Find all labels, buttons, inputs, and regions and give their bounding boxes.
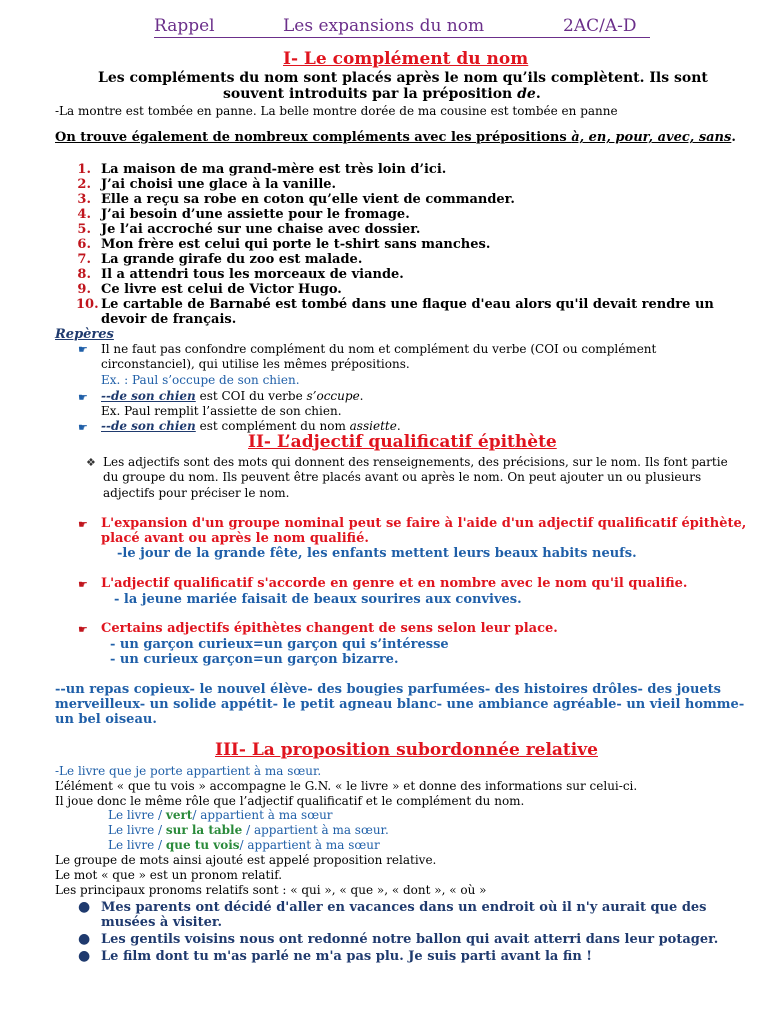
reperes-example1: Ex. : Paul s’occupe de son chien. [101,373,300,387]
s3-bullet3: Le film dont tu m'as parlé ne m'a pas plu. Je suis parti avant la fin ! [101,949,592,964]
s2-bullet3-example1: - un garçon curieux=un garçon qui s’intéresse [110,637,449,652]
list-item: Le cartable de Barnabé est tombé dans une flaque d'eau alors qu'il devait rendre un [101,297,714,312]
section3-title: III- La proposition subordonnée relative [215,740,598,760]
list-number: 6. [77,237,91,252]
section2-title: II- L’adjectif qualificatif épithète [248,432,557,452]
hand-pointer-icon: ☛ [78,518,88,531]
s3-line5: Le mot « que » est un pronom relatif. [55,868,283,882]
reperes-cdn: --de son chien est complément du nom assiette. [101,419,401,433]
s1-intro-line2: souvent introduits par la préposition de. [223,86,541,102]
s2-bullet1-line1: L'expansion d'un groupe nominal peut se faire à l'aide d'un adjectif qualificatif épithète, [101,516,747,531]
list-item: J’ai choisi une glace à la vanille. [101,177,337,192]
list-item: La maison de ma grand-mère est très loin d’ici. [101,162,447,177]
bullet-dot-icon: ● [78,931,91,947]
hand-pointer-icon: ☛ [78,421,88,434]
s2-para-line2: du groupe du nom. Ils peuvent être placés avant ou après le nom. On peut ajouter un ou plusieurs [103,470,702,484]
list-number: 7. [77,252,91,267]
s3-line3: Il joue donc le même rôle que l’adjectif qualificatif et le complément du nom. [55,794,525,808]
hand-pointer-icon: ☛ [78,391,88,404]
list-number: 10. [76,297,99,312]
s3-line1: -Le livre que je porte appartient à ma sœur. [55,764,322,778]
s2-para-line3: adjectifs pour préciser le nom. [103,486,290,500]
header-underline [154,37,650,38]
diamond-bullet-icon: ❖ [86,456,96,469]
s3-bullet1-line2: musées à visiter. [101,915,223,930]
header-title: Les expansions du nom [283,16,485,36]
s2-bullet1-example: -le jour de la grande fête, les enfants mettent leurs beaux habits neufs. [117,546,637,561]
s1-example: -La montre est tombée en panne. La belle montre dorée de ma cousine est tombée en panne [55,104,618,118]
reperes-heading: Repères [55,327,114,342]
s2-bullet2-example: - la jeune mariée faisait de beaux sourires aux convives. [114,592,522,607]
s3-bullet2: Les gentils voisins nous ont redonné notre ballon qui avait atterri dans leur potager. [101,932,719,947]
list-number: 1. [77,162,91,177]
list-number: 4. [77,207,91,222]
s2-bullet3: Certains adjectifs épithètes changent de sens selon leur place. [101,621,558,636]
list-item: Mon frère est celui qui porte le t-shirt sans manches. [101,237,491,252]
s3-example2: Le livre / sur la table / appartient à ma sœur. [108,823,389,837]
bullet-dot-icon: ● [78,899,91,915]
list-item: Il a attendri tous les morceaux de viande. [101,267,404,282]
reperes-example2: Ex. Paul remplit l’assiette de son chien. [101,404,342,418]
header-class: 2AC/A-D [563,16,637,36]
list-item: Elle a reçu sa robe en coton qu’elle vient de commander. [101,192,515,207]
section1-title: I- Le complément du nom [283,49,529,69]
s3-line2: L’élément « que tu vois » accompagne le G.N. « le livre » et donne des informations sur celui-ci. [55,779,638,793]
hand-pointer-icon: ☛ [78,623,88,636]
s2-examples-line1: --un repas copieux- le nouvel élève- des bougies parfumées- des histoires drôles- des jouets [55,682,721,697]
s2-examples-line3: un bel oiseau. [55,712,157,727]
hand-pointer-icon: ☛ [78,578,88,591]
reperes-coi: --de son chien est COI du verbe s’occupe. [101,389,364,403]
list-item: Je l’ai accroché sur une chaise avec dossier. [101,222,421,237]
list-item-continued: devoir de français. [101,312,237,327]
s3-example1: Le livre / vert/ appartient à ma sœur [108,808,333,822]
reperes-line2: circonstanciel), qui utilise les mêmes prépositions. [101,357,410,371]
s2-bullet3-example2: - un curieux garçon=un garçon bizarre. [110,652,399,667]
s3-bullet1-line1: Mes parents ont décidé d'aller en vacances dans un endroit où il n'y aurait que des [101,900,707,915]
list-number: 2. [77,177,91,192]
s1-intro-line1: Les compléments du nom sont placés après le nom qu’ils complètent. Ils sont [98,70,708,86]
list-number: 3. [77,192,91,207]
s3-line6: Les principaux pronoms relatifs sont : « qui », « que », « dont », « où » [55,883,487,897]
list-number: 9. [77,282,91,297]
s2-bullet1-line2: placé avant ou après le nom qualifié. [101,531,369,546]
s2-bullet2: L'adjectif qualificatif s'accorde en genre et en nombre avec le nom qu'il qualifie. [101,576,688,591]
s3-example3: Le livre / que tu vois/ appartient à ma sœur [108,838,380,852]
list-item: Ce livre est celui de Victor Hugo. [101,282,342,297]
hand-pointer-icon: ☛ [78,343,88,356]
s3-line4: Le groupe de mots ainsi ajouté est appelé proposition relative. [55,853,437,867]
reperes-line1: Il ne faut pas confondre complément du nom et complément du verbe (COI ou complément [101,342,657,356]
bullet-dot-icon: ● [78,948,91,964]
list-item: J’ai besoin d’une assiette pour le fromage. [101,207,410,222]
s2-para-line1: Les adjectifs sont des mots qui donnent des renseignements, des précisions, sur le nom. Ils font partie [103,455,728,469]
list-number: 5. [77,222,91,237]
header-left: Rappel [154,16,215,36]
list-number: 8. [77,267,91,282]
list-item: La grande girafe du zoo est malade. [101,252,363,267]
s2-examples-line2: merveilleux- un solide appétit- le petit agneau blanc- une ambiance agréable- un vieil homme- [55,697,745,712]
s1-also: On trouve également de nombreux compléments avec les prépositions à, en, pour, avec, sans. [55,130,736,145]
